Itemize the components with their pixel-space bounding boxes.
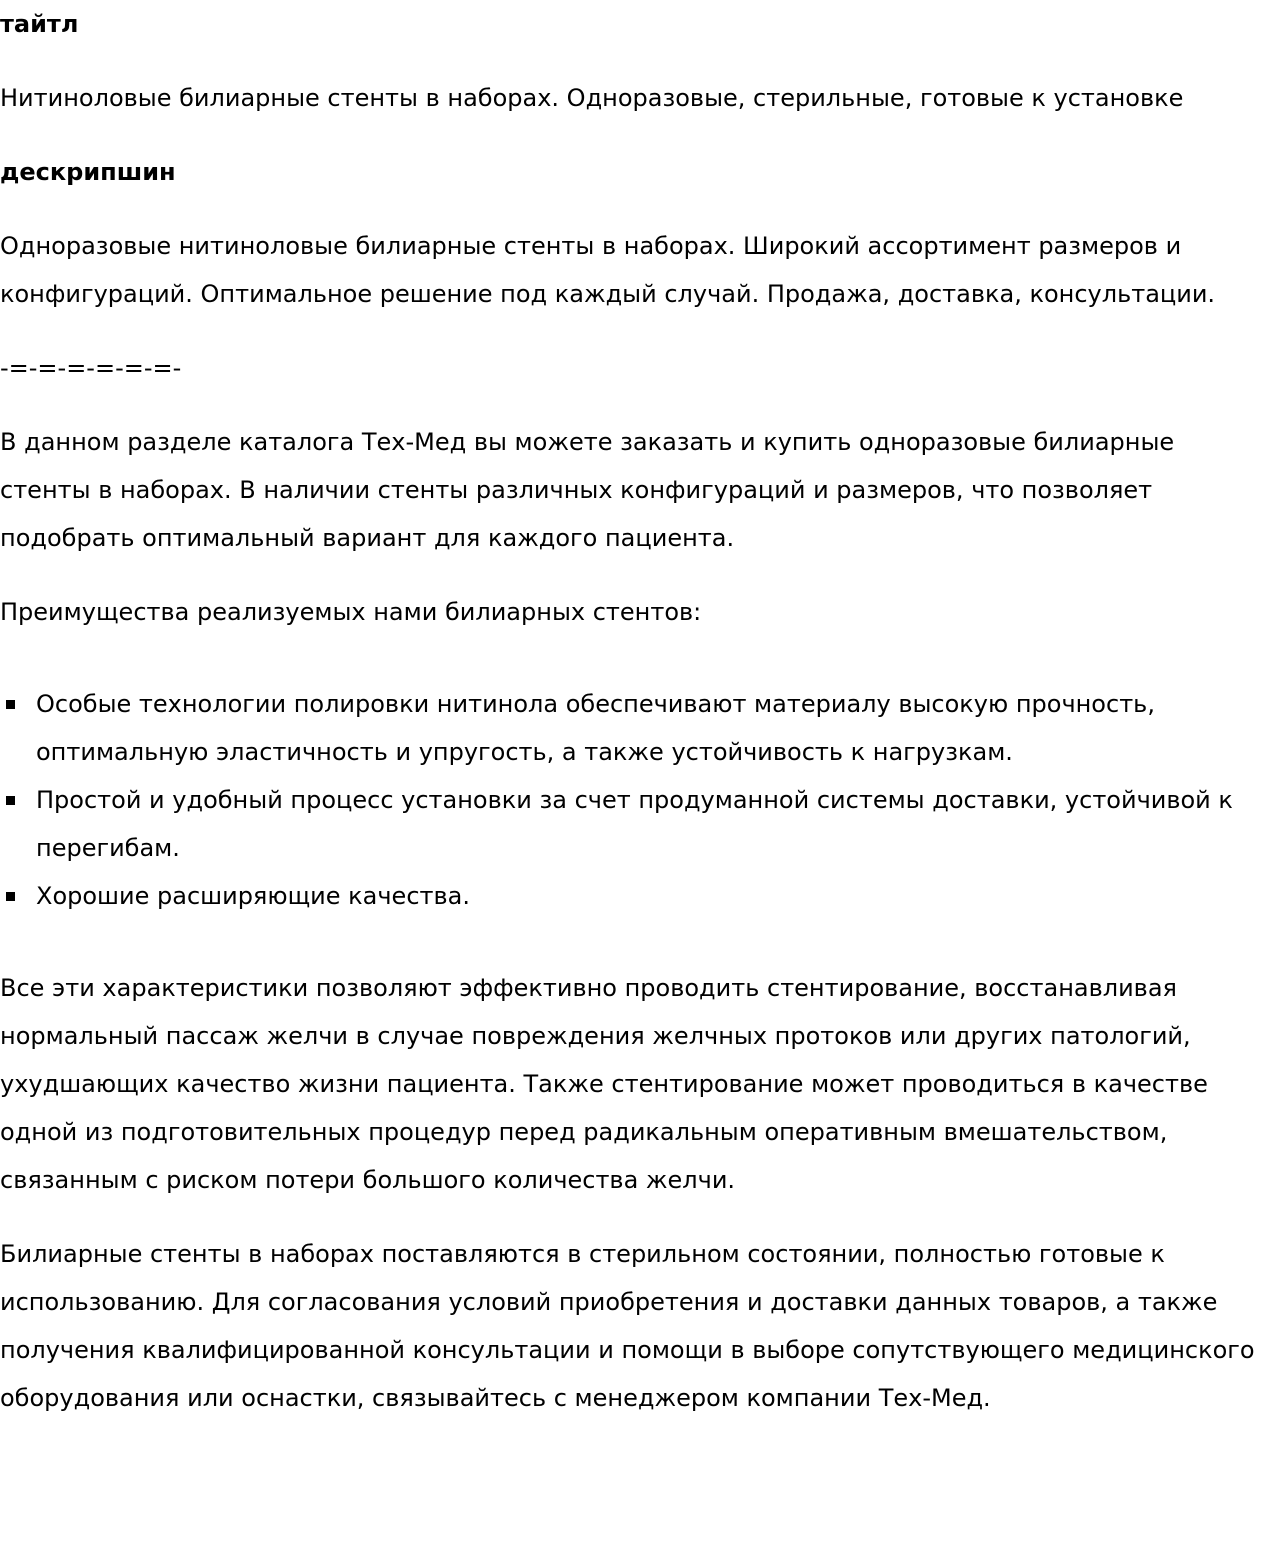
- square-bullet-icon: [6, 700, 15, 709]
- list-item: [0, 776, 1270, 872]
- body-paragraph-3: Билиарные стенты в наборах поставляются в стерильном состоянии, полностью готовые к использованию. Для согласования условий приобретения и доставки данных товаров, а также получения квалифицированной консультации и помощи в выборе сопутствующего медицинского оборудования или оснастки, связывайтесь с менеджером компании Тех-Мед.: [0, 1240, 1255, 1412]
- list-item-text: Хорошие расширяющие качества.: [36, 882, 470, 910]
- title-text: Нитиноловые билиарные стенты в наборах. Одноразовые, стерильные, готовые к установке: [0, 84, 1184, 112]
- list-item-text: Особые технологии полировки нитинола обеспечивают материалу высокую прочность, оптимальную эластичность и упругость, а также устойчивость к нагрузкам.: [36, 690, 1155, 766]
- list-item: [0, 872, 1270, 920]
- list-item: [0, 680, 1270, 776]
- square-bullet-icon: [6, 892, 15, 901]
- title-label: тайтл: [0, 10, 79, 38]
- square-bullet-icon: [6, 796, 15, 805]
- description-label: дескрипшин: [0, 158, 176, 186]
- separator: -=-=-=-=-=-=-: [0, 354, 182, 382]
- description-text: Одноразовые нитиноловые билиарные стенты в наборах. Широкий ассортимент размеров и конфигураций. Оптимальное решение под каждый случай. Продажа, доставка, консультации.: [0, 232, 1216, 308]
- intro-paragraph: В данном разделе каталога Тех-Мед вы можете заказать и купить одноразовые билиарные стенты в наборах. В наличии стенты различных конфигураций и размеров, что позволяет подобрать оптимальный вариант для каждого пациента.: [0, 428, 1175, 552]
- body-paragraph-2: Все эти характеристики позволяют эффективно проводить стентирование, восстанавливая нормальный пассаж желчи в случае повреждения желчных протоков или других патологий, ухудшающих качество жизни пациента. Также стентирование может проводиться в качестве одной из подготовительных процедур перед радикальным оперативным вмешательством, связанным с риском потери большого количества желчи.: [0, 974, 1208, 1194]
- benefits-list: [0, 680, 1270, 920]
- benefits-heading: Преимущества реализуемых нами билиарных стентов:: [0, 598, 702, 626]
- list-item-text: Простой и удобный процесс установки за счет продуманной системы доставки, устойчивой к перегибам.: [36, 786, 1233, 862]
